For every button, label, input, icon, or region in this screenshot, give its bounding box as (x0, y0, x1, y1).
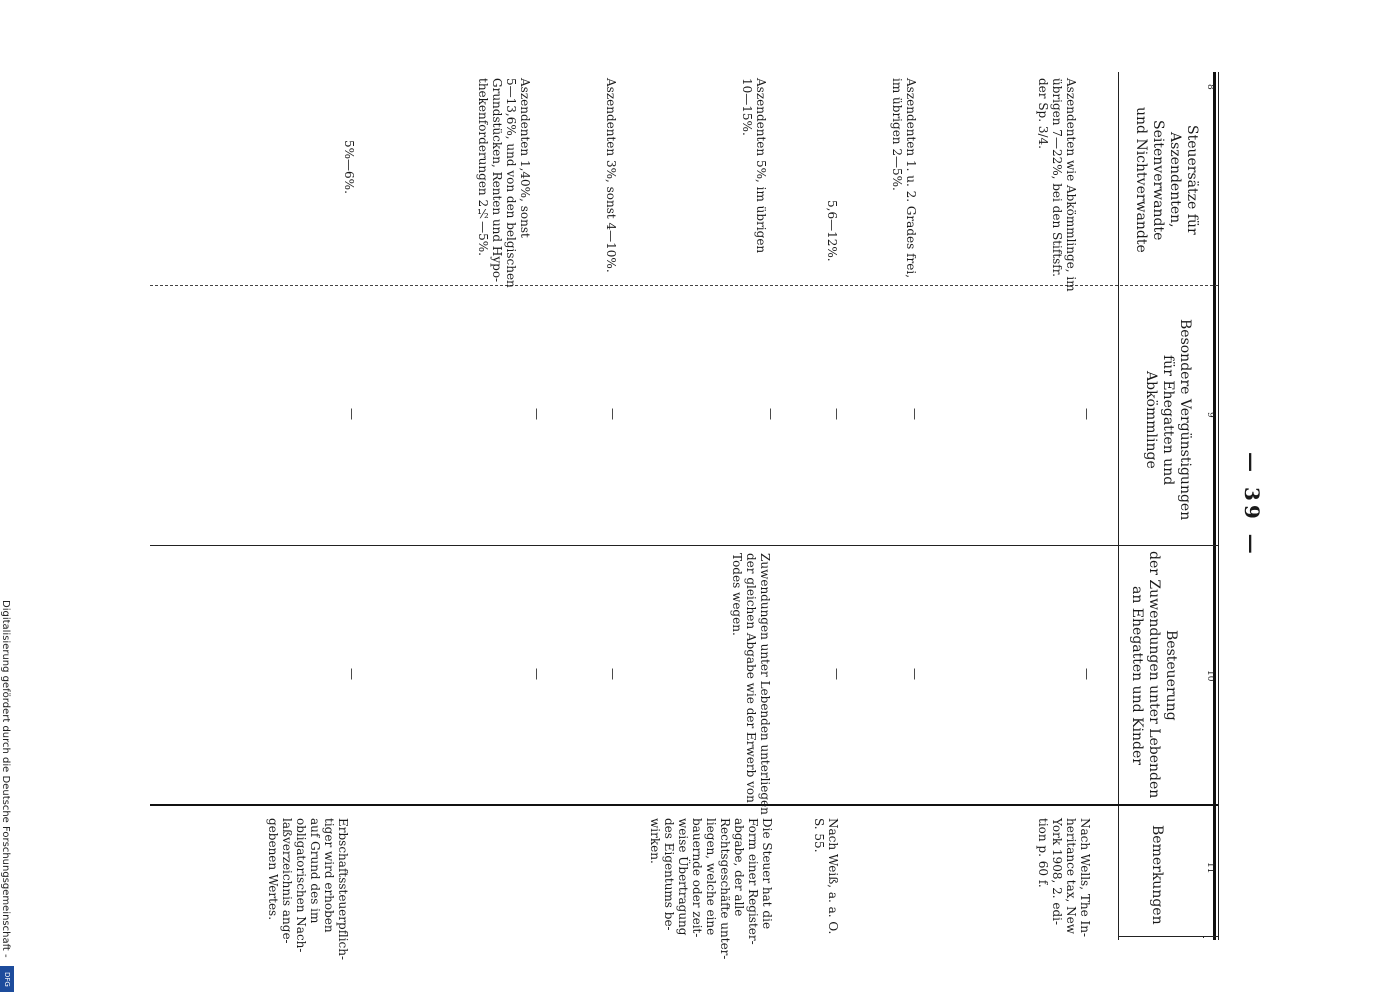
row-1-benefits: — (1080, 408, 1094, 420)
dfg-logo: DFG (0, 966, 14, 992)
row-7-rates: 5%—6%. (342, 140, 356, 194)
column-number-10: 10 (1205, 670, 1215, 682)
row-1-rates: Aszendenten wie Abkömmlinge, im übrigen 7—22%, bei den Stiftsfr. der Sp. 3/4. (1036, 78, 1078, 292)
row-6-rates: Aszendenten 1,40%, sonst 5—13,6%, und von den belgischen Grundstücken, Renten und Hypo- thekenforderungen 2½—5%. (476, 78, 532, 288)
table-end-rule (1118, 936, 1218, 937)
table-outer-rule (1213, 72, 1216, 940)
header-benefits: Besondere Vergünstigungen für Ehegatten und Abkömmlinge (1143, 319, 1193, 521)
header-gifts: Besteuerung der Zuwendungen unter Lebenden an Ehegatten und Kinder (1129, 551, 1179, 799)
column-rule-10-11 (150, 804, 1218, 806)
row-4-gifts: Zuwendungen unter Lebenden unterliegen der gleichen Abgabe wie der Erwerb von Todes wegen. (730, 553, 772, 815)
column-number-8: 8 (1205, 84, 1215, 90)
row-1-gifts: — (1080, 668, 1094, 680)
row-5-rates: Aszendenten 3%, sonst 4—10%. (604, 78, 618, 273)
row-1-remarks: Nach Wells, The In- heritance tax, New York 1908, 2. edi- tion p. 60 f. (1036, 818, 1092, 938)
row-5-gifts: — (606, 668, 620, 680)
page-number: — 39 — (1240, 452, 1264, 558)
row-7-remarks: Erbschaftssteuerpflich- tiger wird erhoben auf Grund des im obligatorischen Nach- laßverzeichnis ange- gebenen Wertes. (266, 818, 350, 961)
row-7-gifts: — (345, 668, 359, 680)
row-2-gifts: — (908, 668, 922, 680)
header-remarks: Bemerkungen (1149, 825, 1165, 925)
row-6-gifts: — (530, 668, 544, 680)
row-3-rates: 5,6—12%. (825, 200, 839, 262)
row-4-benefits: — (764, 408, 778, 420)
row-3-gifts: — (830, 668, 844, 680)
row-3-benefits: — (830, 408, 844, 420)
row-4-remarks: Die Steuer hat die Form einer Register- abgabe, der alle Rechtsgeschäfte unter- liegen, welche eine bauernde oder zeit- weise Übertragung des Eigentums be- wirken. (648, 818, 774, 960)
row-6-benefits: — (530, 408, 544, 420)
header-divider-rule (1118, 72, 1119, 940)
row-5-benefits: — (606, 408, 620, 420)
funding-notice: Digitalisierung gefördert durch die Deutsche Forschungsgemeinschaft - (0, 600, 11, 958)
column-number-11: 11 (1205, 862, 1215, 874)
row-7-benefits: — (345, 408, 359, 420)
row-2-rates: Aszendenten 1. u. 2. Grades frei, im übrigen 2—5%. (890, 78, 918, 279)
table-outer-rule-thin (1218, 72, 1219, 940)
row-3-remarks: Nach Weiß, a. a. O. S. 55. (812, 818, 840, 935)
row-2-benefits: — (908, 408, 922, 420)
column-rule-9-10 (150, 545, 1218, 546)
header-rates: Steuersätze für Aszendenten, Seitenverwandte und Nichtverwandte (1133, 107, 1200, 253)
row-4-rates: Aszendenten 5%, im übrigen 10—15%. (740, 78, 768, 254)
column-number-9: 9 (1205, 412, 1215, 418)
